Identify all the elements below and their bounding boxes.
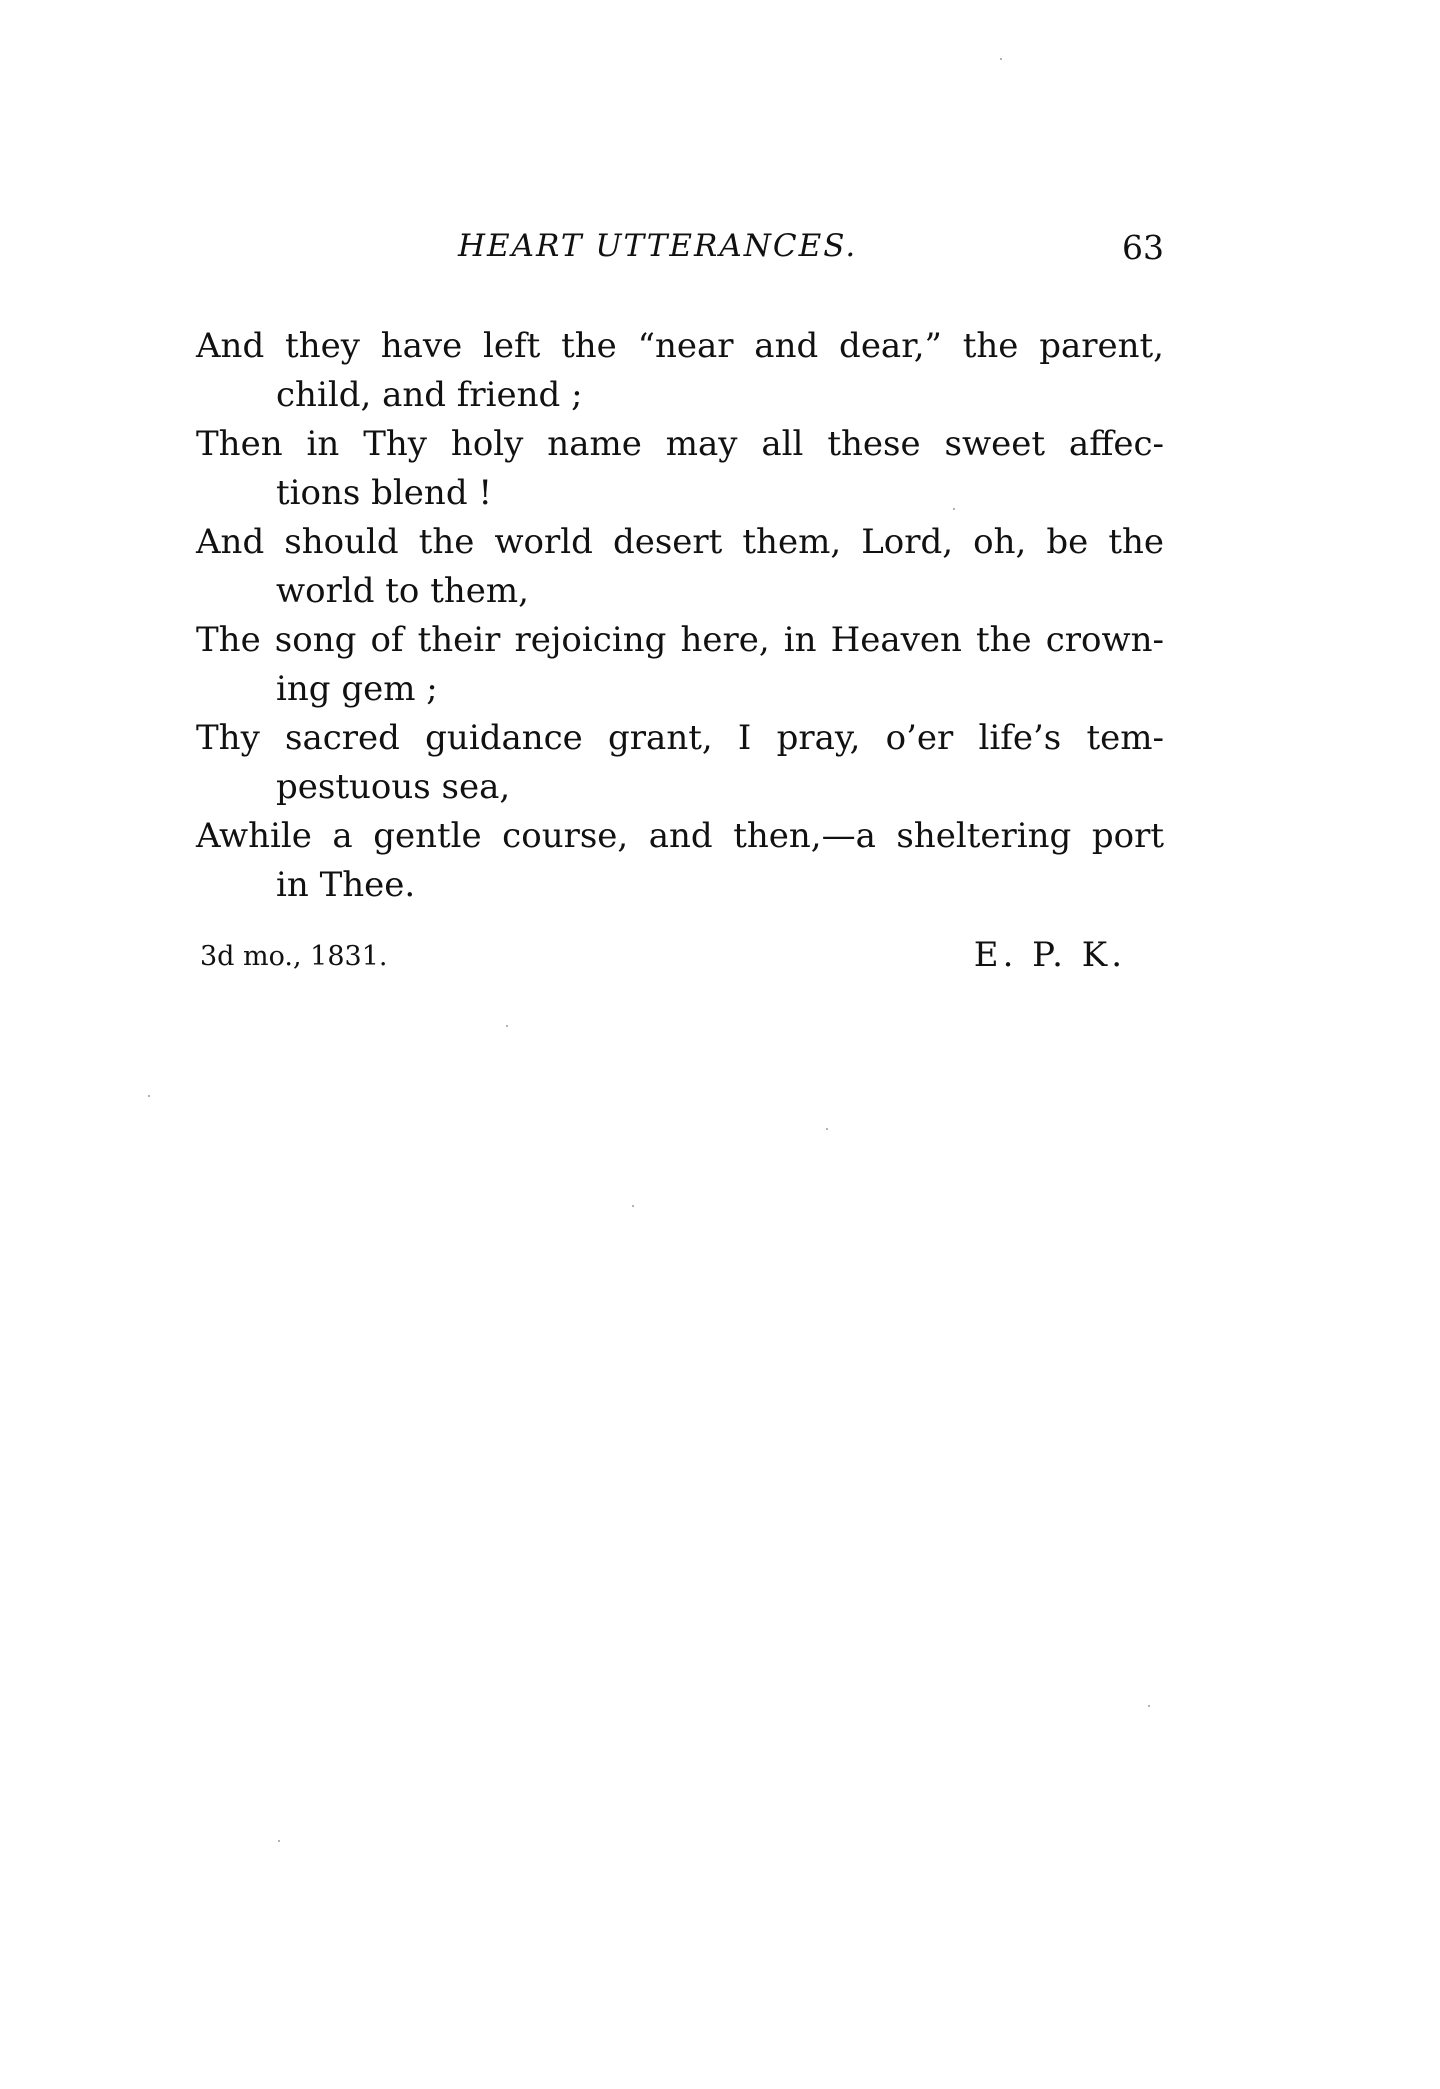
page-number: 63 — [1122, 228, 1164, 267]
poem-line: The song of their rejoicing here, in Heaven the crown- — [196, 620, 1164, 660]
scan-speck — [148, 1095, 150, 1097]
poem-line: And they have left the “near and dear,” the parent, — [196, 326, 1164, 366]
poem-line: Then in Thy holy name may all these sweet affec- — [196, 424, 1164, 464]
running-head — [196, 228, 1164, 276]
poem-line-continuation: world to them, — [276, 571, 529, 611]
poem-line-continuation: pestuous sea, — [276, 767, 511, 807]
poem-line: Awhile a gentle course, and then,—a sheltering port — [196, 816, 1164, 856]
signoff — [200, 935, 1126, 985]
poem-line-continuation: child, and friend ; — [276, 375, 583, 415]
scan-speck — [1148, 1705, 1150, 1707]
scan-speck — [953, 508, 955, 510]
poem-line: And should the world desert them, Lord, oh, be the — [196, 522, 1164, 562]
poem-line-continuation: ing gem ; — [276, 669, 438, 709]
scan-speck — [1000, 58, 1002, 60]
poem-line-continuation: in Thee. — [276, 865, 416, 905]
scan-speck — [826, 1128, 828, 1130]
poem-line: Thy sacred guidance grant, I pray, o’er life’s tem- — [196, 718, 1164, 758]
poem — [196, 322, 1164, 910]
scan-speck — [632, 1205, 634, 1207]
running-title: HEART UTTERANCES. — [458, 228, 858, 264]
scan-speck — [278, 1840, 280, 1842]
date-line: 3d mo., 1831. — [200, 941, 388, 972]
scan-speck — [506, 1025, 508, 1027]
poem-line-continuation: tions blend ! — [276, 473, 493, 513]
author-initials: E. P. K. — [973, 935, 1126, 975]
